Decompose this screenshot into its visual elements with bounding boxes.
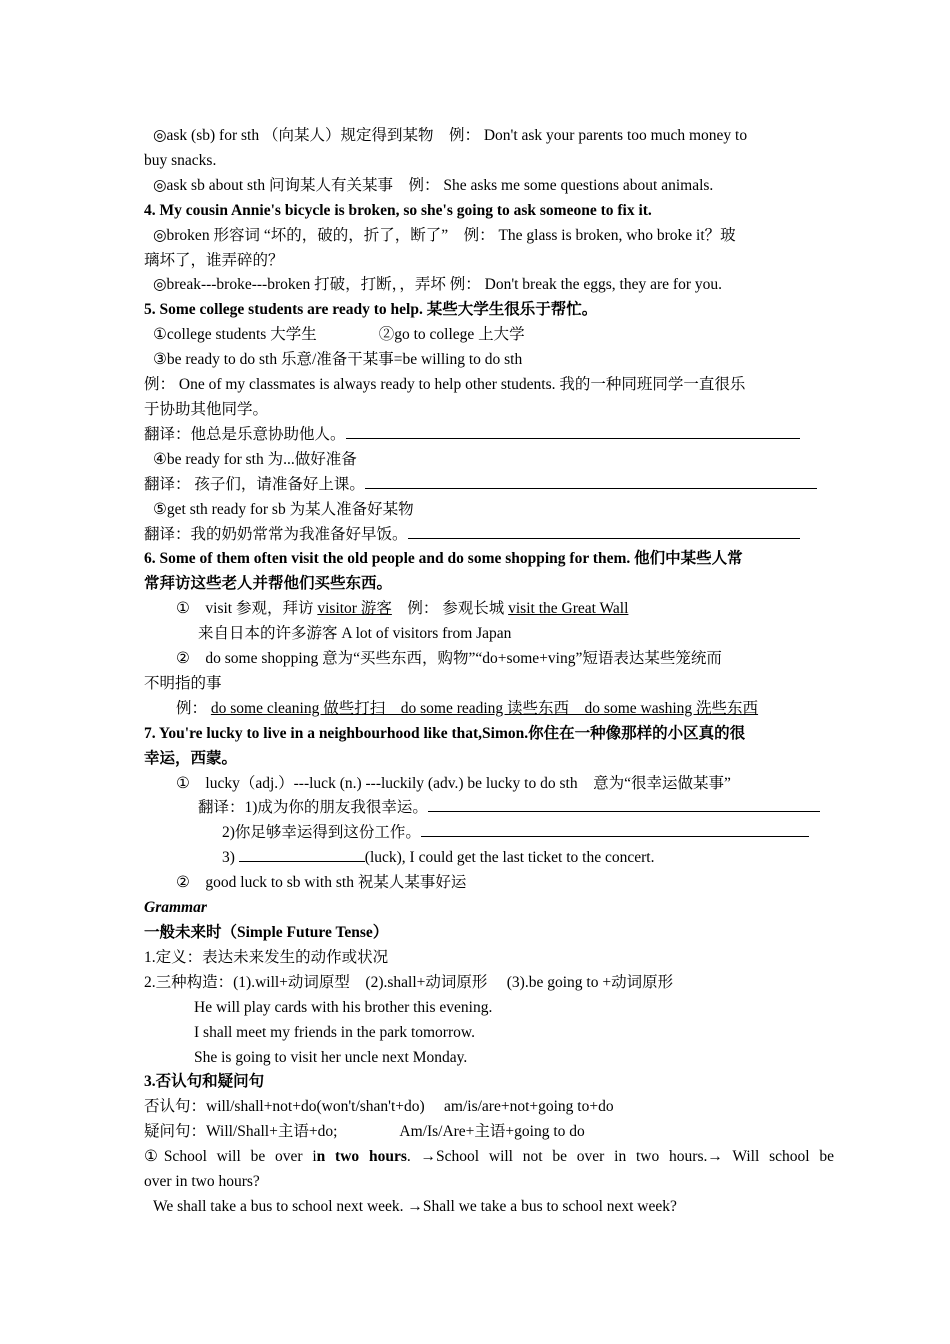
answer-blank	[365, 473, 817, 489]
text-line: buy snacks.	[144, 151, 217, 169]
text-line: ④be ready for sth 为...做好准备	[153, 450, 357, 468]
text-line: 璃坏了，谁弄碎的？	[144, 251, 284, 269]
text-line: ② do some shopping 意为“买些东西，购物”“do+some+ving”短语表达某些笼统而	[176, 650, 722, 668]
text-line	[144, 597, 834, 622]
text-line: ①college students 大学生 ②go to college 上大学	[153, 326, 525, 344]
section-heading-5: 5. Some college students are ready to help. 某些大学生很乐于帮忙。	[144, 301, 598, 319]
text-segment: (luck), I could get the last ticket to the concert.	[364, 849, 655, 867]
answer-blank	[408, 523, 800, 539]
answer-blank	[346, 423, 800, 439]
example-sentence: I shall meet my friends in the park tomorrow.	[194, 1023, 475, 1041]
text-line: ◎ask sb about sth 问询某人有关某事 例： She asks me some questions about animals.	[153, 176, 714, 194]
translation-exercise	[144, 423, 834, 448]
text-line: 来自日本的许多游客 A lot of visitors from Japan	[198, 625, 512, 643]
text-line: ◎ask (sb) for sth （向某人）规定得到某物 例： Don't ask your parents too much money to	[153, 127, 748, 144]
answer-blank	[428, 796, 820, 812]
fill-blank-exercise	[144, 846, 834, 871]
underlined-text: do some cleaning 做些打扫 do some reading 读些东西 do some washing 洗些东西	[210, 699, 759, 717]
text-line: 疑问句：Will/Shall+主语+do; Am/Is/Are+主语+going to do	[144, 1123, 585, 1141]
text-line: ⑤get sth ready for sb 为某人准备好某物	[153, 500, 414, 518]
section-heading-6-cont: 常拜访这些老人并帮他们买些东西。	[144, 575, 393, 593]
translation-exercise	[144, 473, 834, 498]
section-heading-7-cont: 幸运，西蒙。	[144, 749, 238, 767]
translation-exercise	[144, 796, 834, 821]
example-sentence: She is going to visit her uncle next Monday.	[194, 1048, 468, 1066]
underlined-text: visitor 游客	[317, 600, 392, 618]
bold-text: n two hours	[316, 1148, 407, 1166]
text-line: 1.定义：表达未来发生的动作或状况	[144, 948, 389, 966]
text-line: 例： One of my classmates is always ready to help other students. 我的一种同班同学一直很乐	[144, 376, 746, 394]
text-line: ① lucky（adj.）---luck (n.) ---luckily (adv.) be lucky to do sth 意为“很幸运做某事”	[176, 774, 731, 792]
translation-exercise	[144, 523, 834, 548]
text-segment: 例：	[176, 699, 211, 717]
text-line: 不明指的事	[144, 674, 222, 692]
example-sentence: He will play cards with his brother this evening.	[194, 998, 493, 1016]
grammar-subtitle: 一般未来时（Simple Future Tense）	[144, 924, 389, 941]
answer-blank	[239, 846, 365, 862]
document-page	[144, 124, 834, 1220]
text-line: We shall take a bus to school next week. →Shall we take a bus to school next week?	[153, 1197, 677, 1215]
text-line: 2.三种构造：(1).will+动词原型 (2).shall+动词原形 (3).be going to +动词原形	[144, 973, 674, 991]
translation-exercise	[144, 821, 834, 846]
section-heading-4: 4. My cousin Annie's bicycle is broken, so she's going to ask someone to fix it.	[144, 201, 652, 219]
text-segment: ①School will be over i	[144, 1148, 317, 1166]
section-heading-3: 3.否认句和疑问句	[144, 1073, 265, 1091]
text-line: ③be ready to do sth 乐意/准备干某事=be willing to do sth	[153, 351, 523, 369]
text-line: over in two hours?	[144, 1173, 260, 1191]
exercise-prompt: 2)你足够幸运得到这份工作。	[222, 824, 421, 842]
text-line: ② good luck to sb with sth 祝某人某事好运	[176, 874, 467, 892]
text-segment: 例： 参观长城	[391, 600, 509, 618]
exercise-prompt: 翻译：他总是乐意协助他人。	[144, 425, 346, 443]
text-line: 于协助其他同学。	[144, 400, 269, 418]
exercise-prompt: 翻译：1)成为你的朋友我很幸运。	[198, 799, 428, 817]
text-line: ◎break---broke---broken 打破，打断，，弄坏 例： Don't break the eggs, they are for you.	[153, 276, 722, 294]
section-heading-7: 7. You're lucky to live in a neighbourhood like that,Simon.你住在一种像那样的小区真的很	[144, 724, 746, 742]
underlined-text: visit the Great Wall	[508, 600, 629, 618]
text-line: 否认句：will/shall+not+do(won't/shan't+do) am/is/are+not+going to+do	[144, 1098, 614, 1116]
text-line	[144, 1145, 834, 1170]
exercise-prompt: 翻译： 孩子们，请准备好上课。	[144, 475, 365, 493]
grammar-title: Grammar	[144, 899, 207, 917]
exercise-prompt: 翻译：我的奶奶常常为我准备好早饭。	[144, 525, 408, 543]
text-line	[144, 697, 834, 722]
text-segment: . →School will not be over in two hours.→ Will school be	[406, 1148, 834, 1166]
answer-blank	[421, 821, 809, 837]
section-heading-6: 6. Some of them often visit the old people and do some shopping for them. 他们中某些人常	[144, 550, 743, 568]
text-line: ◎broken 形容词 “坏的，破的，折了，断了” 例： The glass is broken, who broke it？玻	[153, 226, 736, 244]
exercise-prompt: 3)	[222, 849, 239, 867]
text-segment: ① visit 参观，拜访	[176, 600, 318, 618]
